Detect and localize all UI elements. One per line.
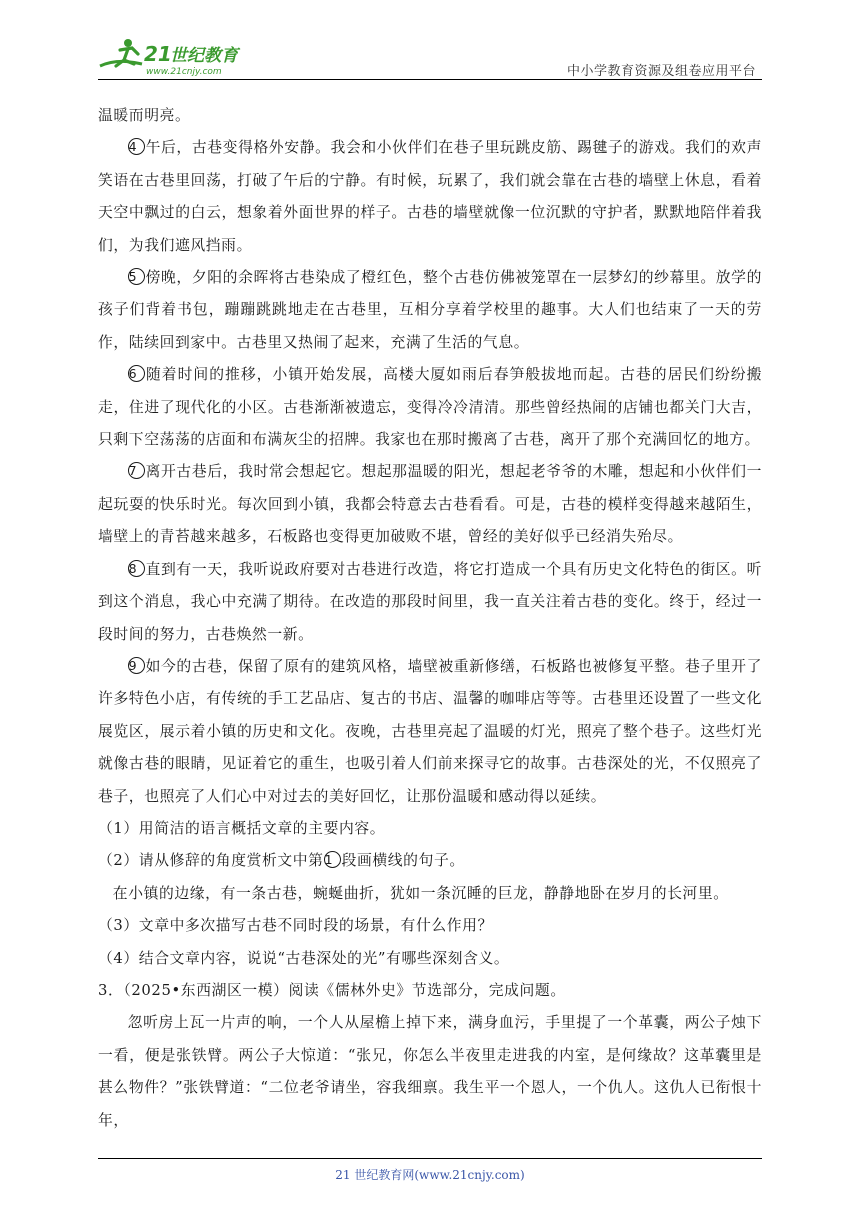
section-3-passage: 忽听房上瓦一片声的响，一个人从屋檐上掉下来，满身血污，手里提了一个革囊，两公子烛下一看，便是张铁臂。两公子大惊道：“张兄，你怎么半夜里走进我的内室，是何缘故？这革囊里是甚么物件？”张铁臂道：“二位老爷请坐，容我细禀。我生平一个恩人，一个仇人。这仇人已衔恨十年， (98, 1014, 762, 1129)
svg-text:www.21cnjy.com: www.21cnjy.com (146, 67, 222, 76)
paragraph-text: 如今的古巷，保留了原有的建筑风格，墙壁被重新修缮，石板路也被修复平整。巷子里开了许多特色小店，有传统的手工艺品店、复古的书店、温馨的咖啡店等等。古巷里还设置了一些文化展览区，展示着小镇的历史和文化。夜晚，古巷里亮起了温暖的灯光，照亮了整个巷子。这些灯光就像古巷的眼睛，见证着它的重生，也吸引着人们前来探寻它的故事。古巷深处的光，不仅照亮了巷子，也照亮了人们心中对过去的美好回忆，让那份温暖和感动得以延续。 (98, 657, 762, 805)
circled-number-1: 1 (324, 851, 341, 868)
paragraph-text: 傍晚，夕阳的余晖将古巷染成了橙红色，整个古巷仿佛被笼罩在一层梦幻的纱幕里。放学的孩子们背着书包，蹦蹦跳跳地走在古巷里，互相分享着学校里的趣事。大人们也结束了一天的劳作，陆续回到家中。古巷里又热闹了起来，充满了生活的气息。 (98, 269, 762, 351)
question-2-quote: 在小镇的边缘，有一条古巷，蜿蜒曲折，犹如一条沉睡的巨龙，静静地卧在岁月的长河里。 (112, 884, 729, 902)
svg-text:21: 21 (144, 42, 172, 66)
paragraph-text: 午后，古巷变得格外安静。我会和小伙伴们在巷子里玩跳皮筋、踢毽子的游戏。我们的欢声笑语在古巷里回荡，打破了午后的宁静。有时候，玩累了，我们就会靠在古巷的墙壁上休息，看着天空中飘过的白云，想象着外面世界的样子。古巷的墙壁就像一位沉默的守护者，默默地陪伴着我们，为我们遮风挡雨。 (98, 139, 762, 254)
circled-number-4: 4 (128, 138, 145, 155)
question-1: （1）用简洁的语言概括文章的主要内容。 (98, 819, 386, 837)
circled-number-9: 9 (128, 657, 145, 674)
platform-name: 中小学教育资源及组卷应用平台 (566, 64, 756, 79)
logo-21cnjy (98, 36, 268, 76)
page-header (98, 30, 762, 80)
question-2-suffix: 段画横线的句子。 (341, 852, 465, 870)
question-2 (98, 845, 762, 877)
paragraph-text: 随着时间的推移，小镇开始发展，高楼大厦如雨后春笋般拔地而起。古巷的居民们纷纷搬走，住进了现代化的小区。古巷渐渐被遗忘，变得冷冷清清。那些曾经热闹的店铺也都关门大吉，只剩下空荡荡的店面和布满灰尘的招牌。我家也在那时搬离了古巷，离开了那个充满回忆的地方。 (98, 366, 762, 449)
circled-number-7: 7 (128, 462, 145, 479)
document-body (98, 100, 762, 1137)
svg-text:世纪教育: 世纪教育 (170, 46, 238, 66)
paragraph-tail: 温暖而明亮。 (98, 107, 191, 124)
circled-number-8: 8 (128, 560, 145, 577)
footer-link[interactable]: 21 世纪教育网(www.21cnjy.com) (335, 1168, 525, 1182)
paragraph-7 (98, 456, 762, 553)
section-3-heading: 3．（2025•东西湖区一模）阅读《儒林外史》节选部分，完成问题。 (98, 981, 566, 999)
footer-divider (98, 1158, 762, 1159)
question-4: （4）结合文章内容，说说“古巷深处的光”有哪些深刻含义。 (98, 949, 510, 967)
header-divider (98, 79, 762, 80)
paragraph-9 (98, 651, 762, 813)
paragraph-5 (98, 262, 762, 359)
circled-number-5: 5 (128, 268, 145, 285)
paragraph-text: 直到有一天，我听说政府要对古巷进行改造，将它打造成一个具有历史文化特色的街区。听到这个消息，我心中充满了期待。在改造的那段时间里，我一直关注着古巷的变化。终于，经过一段时间的努力，古巷焕然一新。 (98, 560, 762, 643)
circled-number-6: 6 (128, 365, 145, 382)
paragraph-6 (98, 359, 762, 456)
paragraph-text: 离开古巷后，我时常会想起它。想起那温暖的阳光，想起老爷爷的木雕，想起和小伙伴们一起玩耍的快乐时光。每次回到小镇，我都会特意去古巷看看。可是，古巷的模样变得越来越陌生，墙壁上的青苔越来越多，石板路也变得更加破败不堪，曾经的美好似乎已经消失殆尽。 (98, 463, 762, 546)
question-3: （3）文章中多次描写古巷不同时段的场景，有什么作用？ (98, 917, 493, 935)
paragraph-8 (98, 554, 762, 651)
question-2-prefix: （2）请从修辞的角度赏析文中第 (98, 852, 324, 870)
paragraph-4 (98, 132, 762, 262)
